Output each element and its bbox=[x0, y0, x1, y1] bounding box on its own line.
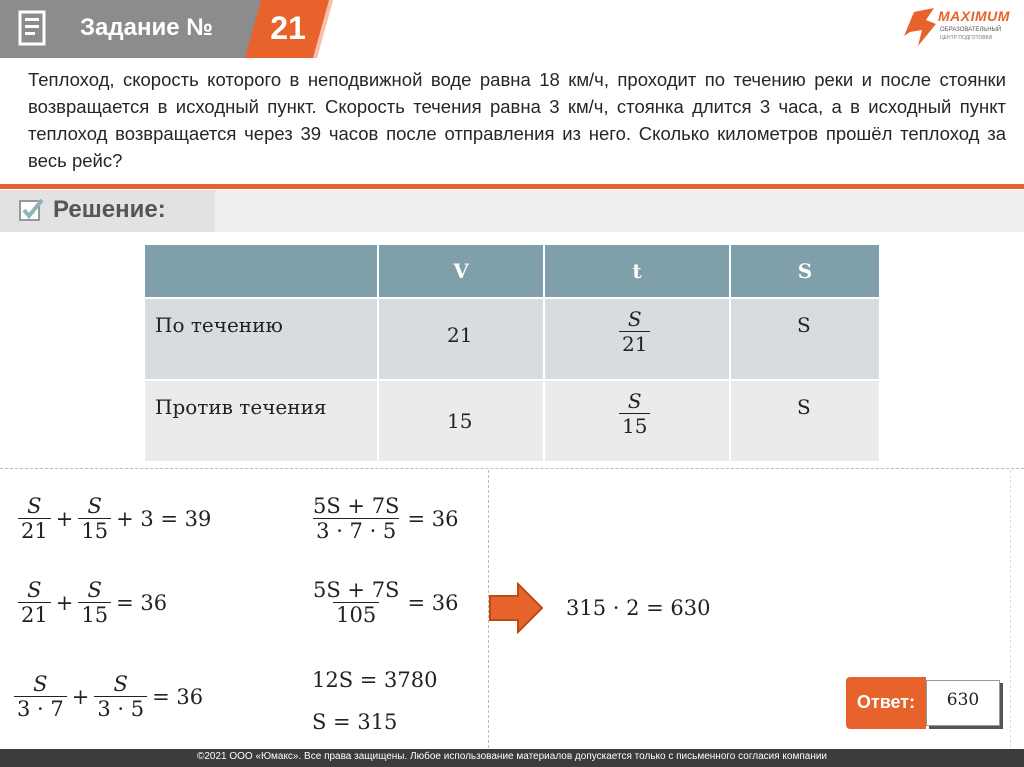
distance-value: S bbox=[797, 313, 811, 337]
logo-word: MAXIMUM bbox=[938, 8, 1010, 24]
table-row bbox=[145, 381, 379, 461]
problem-text: Теплоход, скорость которого в неподвижной воде равна 18 км/ч, проходит по течению реки и после стоянки возвращается в исходный пункт. Скорость течения равна 3 км/ч, стоянка длится 3 часа, а в исходный пункт теплоход возвращается через 39 часов после отправления из него. Сколько километров прошёл теплоход за весь рейс? bbox=[28, 69, 1006, 171]
solution-label: Решение: bbox=[53, 196, 166, 223]
table-cell-s bbox=[731, 381, 879, 461]
equation-6: 12S = 3780 bbox=[312, 668, 438, 692]
header-title: Задание № bbox=[80, 14, 213, 41]
equation-3: $\frac{S}{3 \cdot 7}$ + $\frac{S}{3 \cdot 5}$ = 36 bbox=[14, 672, 208, 721]
table-cell-t bbox=[545, 299, 731, 381]
table-header-v: V bbox=[379, 245, 545, 299]
orange-divider bbox=[0, 184, 1024, 189]
row-label: По течению bbox=[155, 313, 283, 337]
table-row bbox=[145, 299, 379, 381]
equation-4: $\frac{5S + 7S}{3 \cdot 7 \cdot 5}$ = 36 bbox=[313, 494, 459, 543]
right-divider bbox=[1010, 470, 1011, 748]
equation-7: S = 315 bbox=[312, 710, 398, 734]
speed-value: 21 bbox=[447, 323, 473, 347]
solution-table bbox=[145, 245, 879, 461]
row-label: Против течения bbox=[155, 395, 327, 419]
distance-value: S bbox=[797, 395, 811, 419]
answer-value: 630 bbox=[946, 690, 980, 710]
time-fraction: $\frac{S}{15}$ bbox=[619, 389, 650, 438]
table-header-s: S bbox=[731, 245, 879, 299]
table-cell-v bbox=[379, 381, 545, 461]
table-header-t: t bbox=[545, 245, 731, 299]
checkbox-icon bbox=[18, 197, 44, 223]
answer-label: Ответ: bbox=[856, 692, 916, 712]
equation-1: $\frac{S}{21}$ + $\frac{S}{15}$ + 3 = 39 bbox=[18, 494, 216, 543]
footer-text: ©2021 ООО «Юмакс». Все права защищены. Любое использование материалов допускается только с письменного согласия компании bbox=[196, 751, 828, 762]
table-cell-t bbox=[545, 381, 731, 461]
table-cell-s bbox=[731, 299, 879, 381]
equation-5: $\frac{5S + 7S}{105}$ = 36 bbox=[313, 578, 459, 627]
speed-value: 15 bbox=[447, 409, 473, 433]
arrow-right-icon bbox=[488, 582, 544, 634]
logo-subtitle-1: ОБРАЗОВАТЕЛЬНЫЙ bbox=[940, 27, 1002, 33]
task-number: 21 bbox=[270, 10, 306, 46]
logo-subtitle-2: ЦЕНТР ПОДГОТОВКИ bbox=[940, 35, 993, 41]
equation-2: $\frac{S}{21}$ + $\frac{S}{15}$ = 36 bbox=[18, 578, 172, 627]
table-cell-v bbox=[379, 299, 545, 381]
table-header-empty bbox=[145, 245, 379, 299]
document-icon bbox=[18, 10, 48, 46]
time-fraction: $\frac{S}{21}$ bbox=[619, 307, 650, 356]
equation-8: 315 · 2 = 630 bbox=[566, 596, 711, 620]
